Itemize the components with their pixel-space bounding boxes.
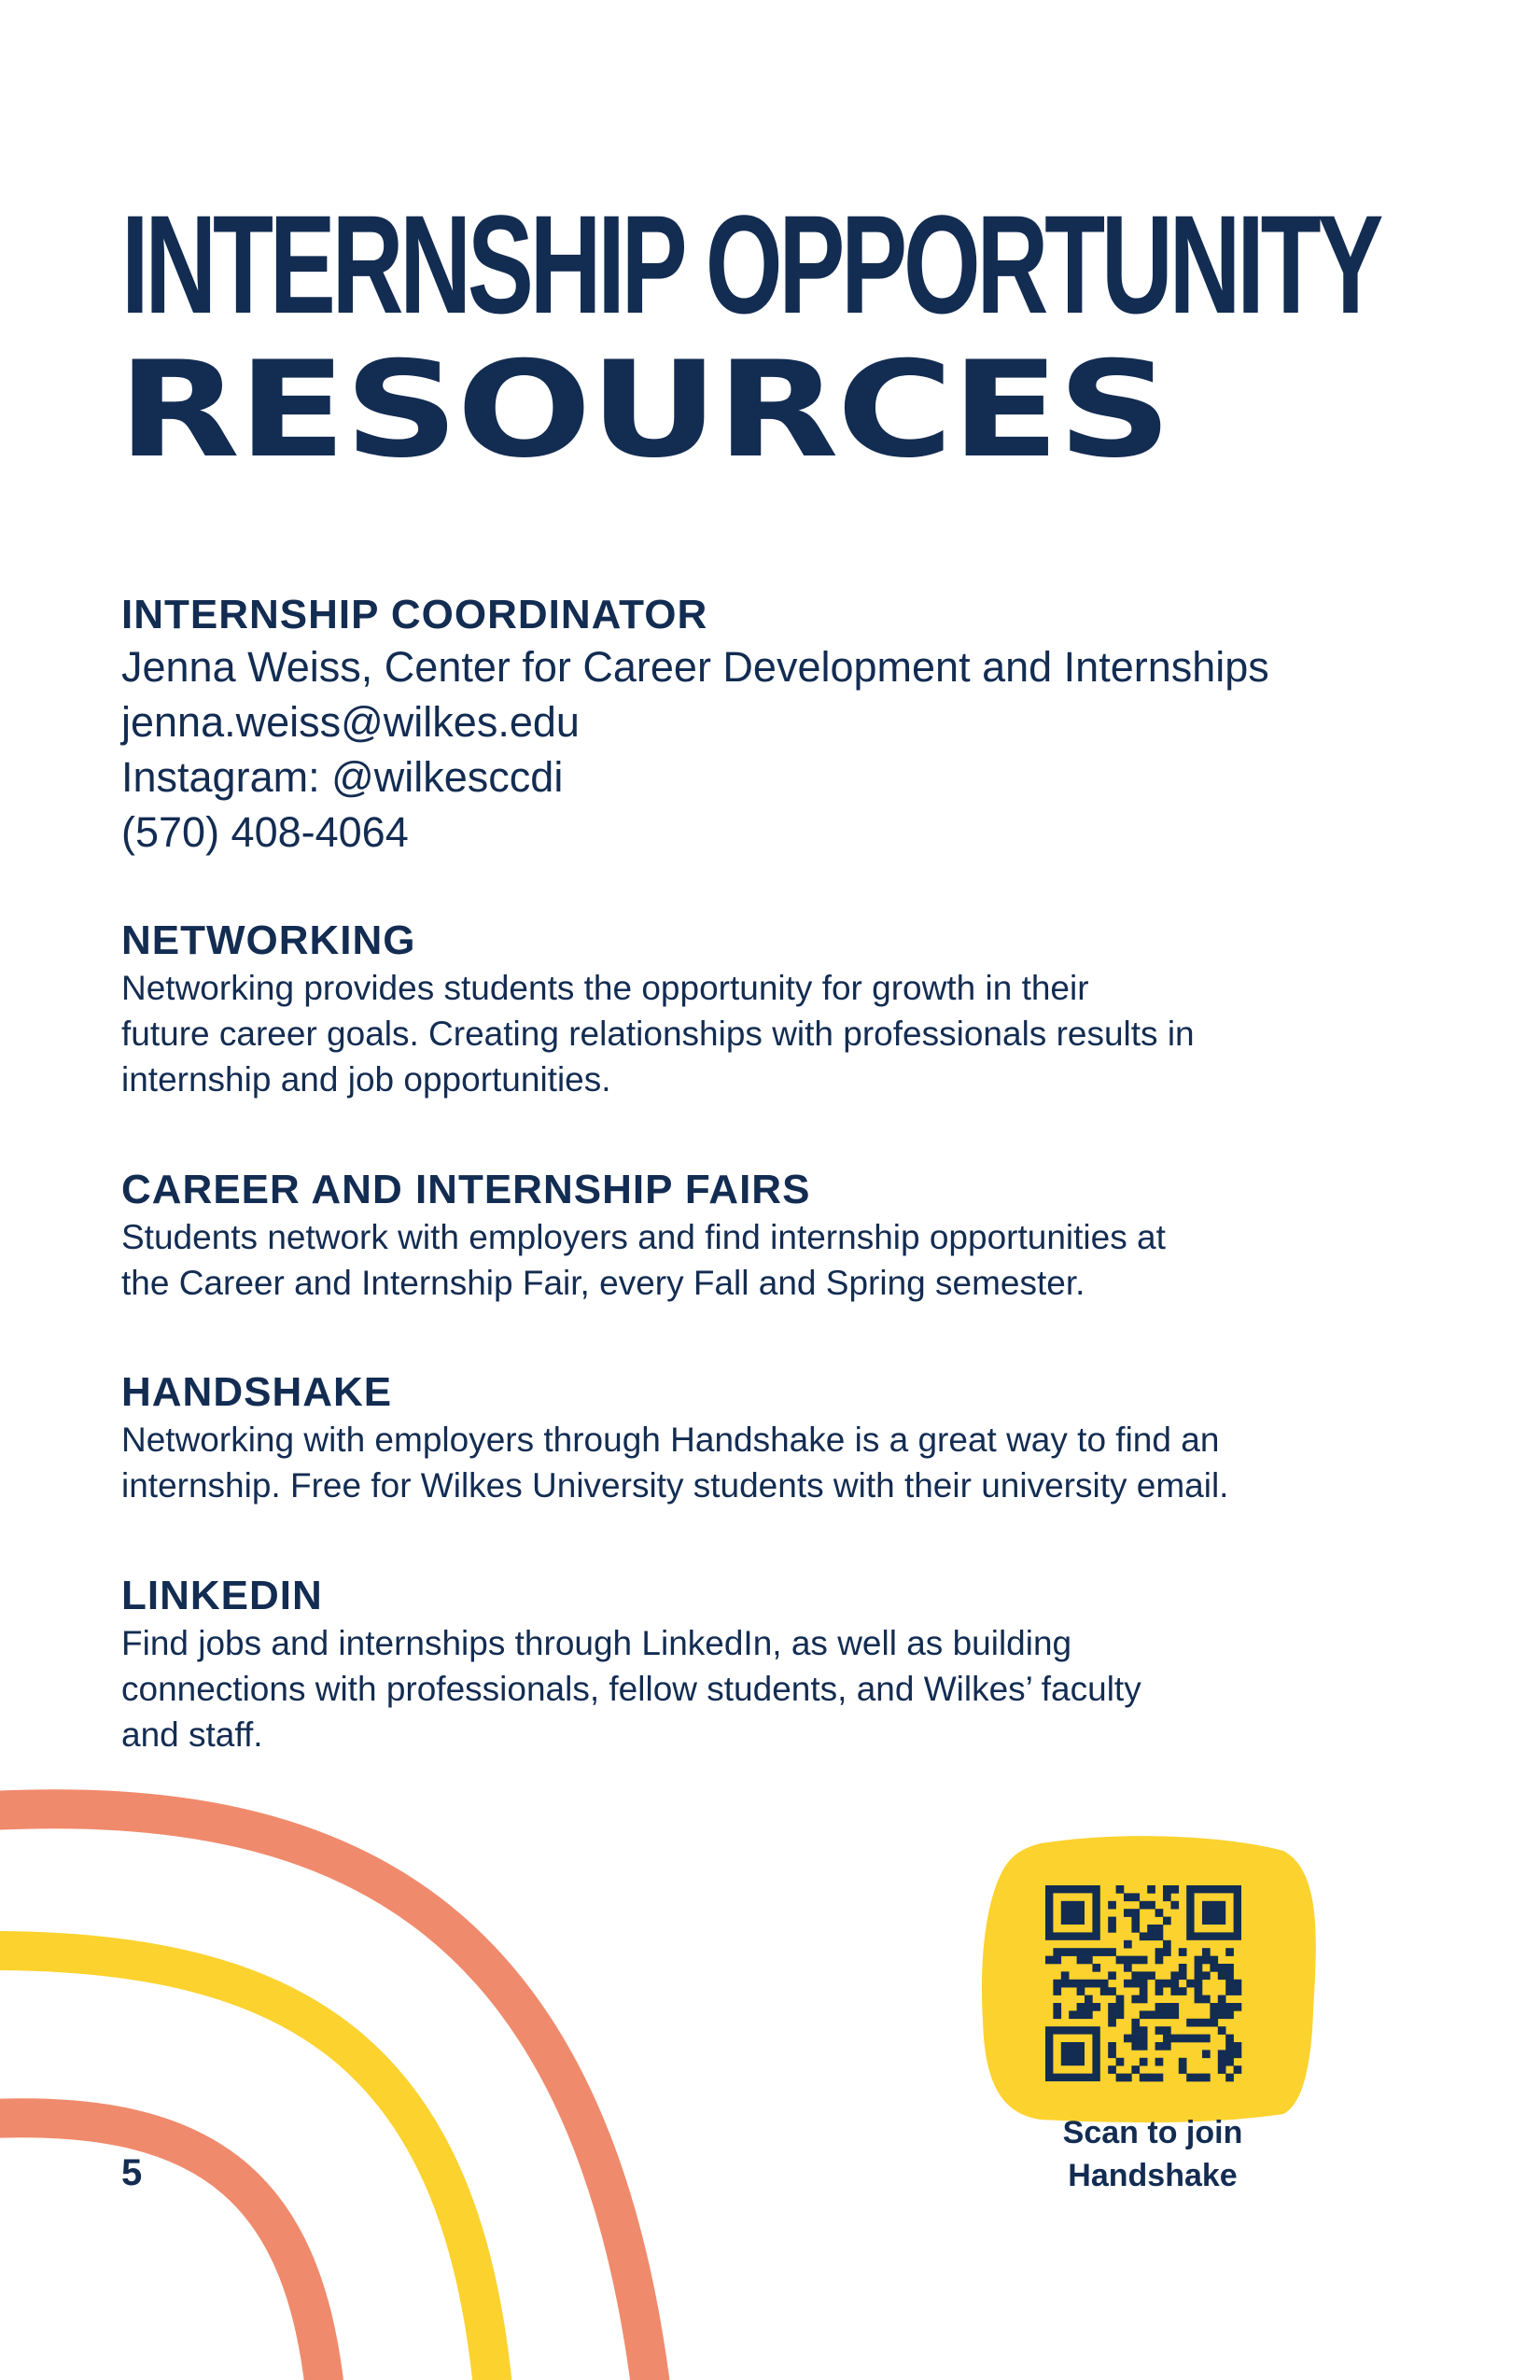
coordinator-email[interactable]: jenna.weiss@wilkes.edu [121,698,580,746]
coordinator-heading: INTERNSHIP COORDINATOR [121,592,708,637]
networking-section [121,917,1428,1102]
coordinator-name: Jenna Weiss, Center for Career Development and Internships [121,643,1269,691]
fairs-section [121,1166,1428,1306]
body-line: Networking provides students the opportunity for growth in their [121,969,1089,1007]
body-line: the Career and Internship Fair, every Fall and Spring semester. [121,1264,1085,1302]
page-number: 5 [121,2152,143,2193]
handshake-section [121,1368,1428,1508]
body-line: Students network with employers and find internship opportunities at [121,1218,1166,1256]
decorative-arcs [0,1755,840,2380]
body-line: internship and job opportunities. [121,1060,611,1099]
body-line: connections with professionals, fellow students, and Wilkes’ faculty [121,1670,1141,1708]
qr-caption-line-1: Scan to join [1062,2115,1243,2150]
linkedin-section [121,1572,1428,1757]
body-line: future career goals. Creating relationships with professionals results in [121,1015,1195,1053]
inner-arc [0,2118,327,2380]
body-line: Networking with employers through Handshake is a great way to find an [121,1421,1220,1459]
coordinator-phone[interactable]: (570) 408-4064 [121,808,409,856]
fairs-heading: CAREER AND INTERNSHIP FAIRS [121,1167,811,1212]
body-line: and staff. [121,1715,263,1754]
linkedin-body [121,1620,1428,1757]
outer-arc [0,1809,653,2380]
body-line: Find jobs and internships through LinkedIn, as well as building [121,1624,1072,1662]
handshake-heading: HANDSHAKE [121,1369,393,1415]
title-line-2: RESOURCES [118,333,1170,487]
networking-heading: NETWORKING [121,917,416,963]
qr-caption [1008,2111,1297,2197]
title-line-1: INTERNSHIP OPPORTUNITY [121,186,1380,343]
coordinator-instagram[interactable]: Instagram: @wilkesccdi [121,753,564,801]
coordinator-section [121,591,1428,860]
handshake-body [121,1417,1428,1508]
fairs-body [121,1214,1428,1306]
networking-body [121,965,1428,1102]
body-line: internship. Free for Wilkes University students with their university email. [121,1466,1229,1505]
linkedin-heading: LINKEDIN [121,1573,323,1618]
qr-caption-line-2: Handshake [1068,2158,1238,2193]
